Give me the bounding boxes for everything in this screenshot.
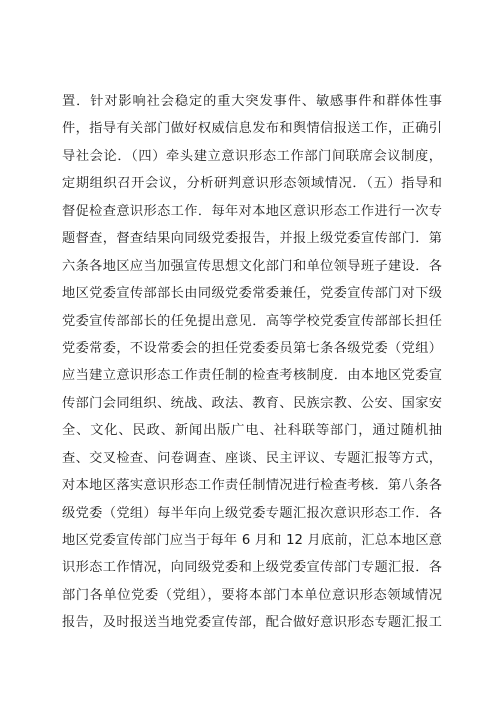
text-line: 督促检查意识形态工作．每年对本地区意识形态工作进行一次专 bbox=[62, 203, 442, 219]
text-line: 查、交叉检查、问卷调查、座谈、民主评议、专题汇报等方式， bbox=[62, 450, 442, 466]
body-text bbox=[62, 88, 442, 637]
text-line: 党委宣传部部长的任免提出意见．高等学校党委宣传部部长担任 bbox=[62, 313, 442, 329]
text-line: 六条各地区应当加强宣传思想文化部门和单位领导班子建设．各 bbox=[62, 258, 442, 274]
text-line: 级党委（党组）每半年向上级党委专题汇报次意识形态工作．各 bbox=[62, 505, 442, 521]
text-line: 识形态工作情况，向同级党委和上级党委宣传部门专题汇报．各 bbox=[62, 560, 442, 576]
text-line: 件，指导有关部门做好权威信息发布和舆情信报送工作，正确引 bbox=[62, 121, 442, 137]
text-line: 传部门会同组织、统战、政法、教育、民族宗教、公安、国家安 bbox=[62, 395, 442, 411]
text-line: 题督查，督查结果向同级党委报告，并报上级党委宣传部门．第 bbox=[62, 231, 442, 247]
text-line: 部门各单位党委（党组），要将本部门本单位意识形态领域情况 bbox=[62, 587, 442, 603]
text-line: 地区党委宣传部部长由同级党委常委兼任，党委宣传部门对下级 bbox=[62, 286, 442, 302]
text-line: 置．针对影响社会稳定的重大突发事件、敏感事件和群体性事 bbox=[62, 94, 442, 109]
text-line: 党委常委，不设常委会的担任党委委员第七条各级党委（党组） bbox=[62, 340, 442, 356]
text-line: 导社会论．（四）牵头建立意识形态工作部门间联席会议制度， bbox=[62, 148, 442, 164]
text-line: 地区党委宣传部门应当于每年 6 月和 12 月底前，汇总本地区意 bbox=[62, 533, 442, 548]
text-line: 对本地区落实意识形态工作责任制情况进行检查考核．第八条各 bbox=[62, 478, 442, 494]
text-line: 报告，及时报送当地党委宣传部，配合做好意识形态专题汇报工 bbox=[62, 615, 442, 631]
text-line: 定期组织召开会议，分析研判意识形态领域情况．（五）指导和 bbox=[62, 176, 442, 192]
text-line: 应当建立意识形态工作责任制的检查考核制度．由本地区党委宣 bbox=[62, 368, 442, 384]
text-line: 全、文化、民政、新闻出版广电、社科联等部门，通过随机抽 bbox=[62, 423, 442, 439]
